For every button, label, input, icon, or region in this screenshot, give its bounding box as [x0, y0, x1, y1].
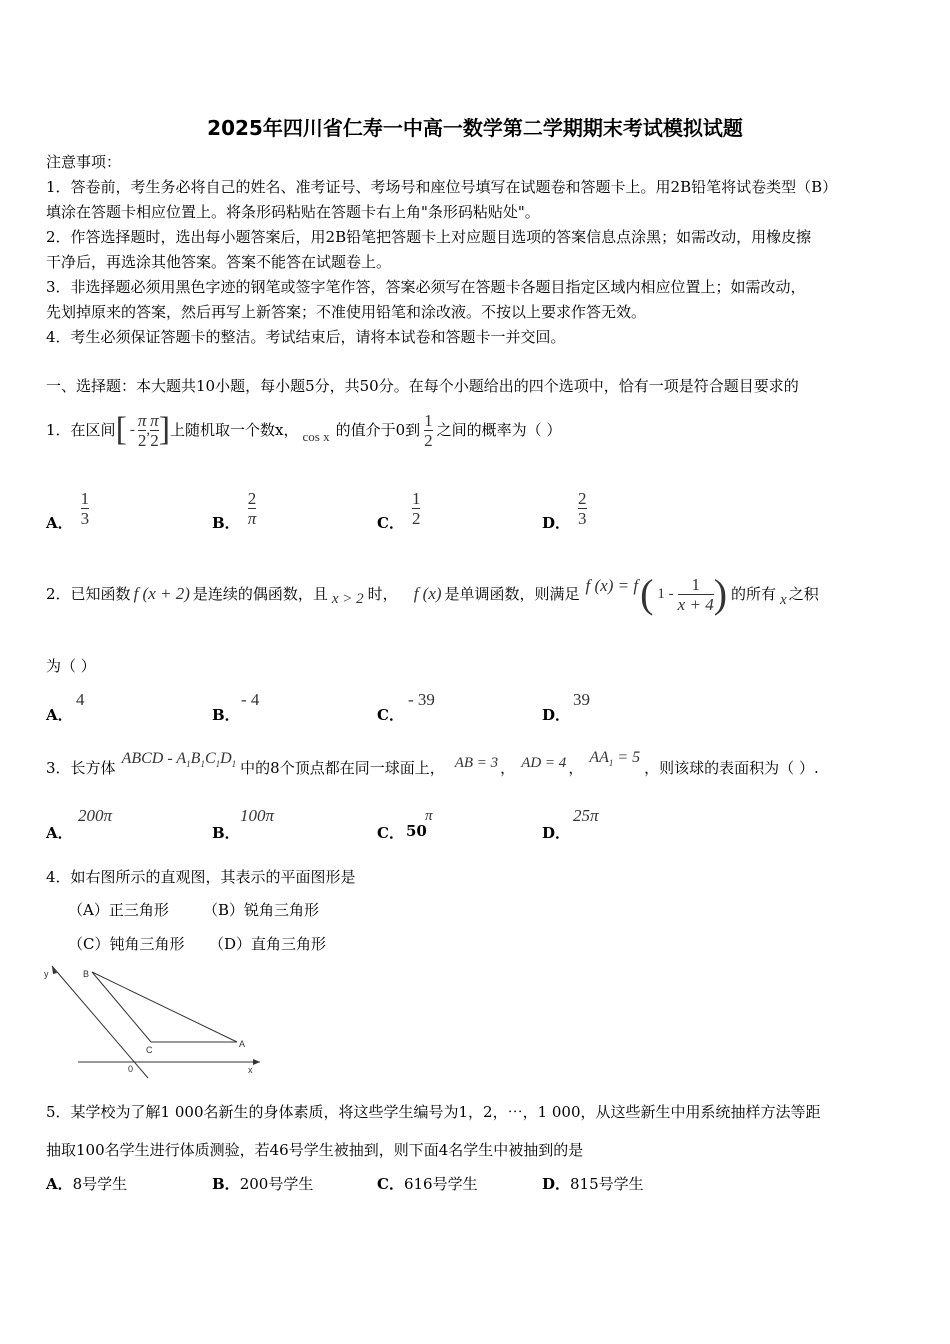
option-value: 815号学生	[570, 1175, 644, 1193]
question-number: 1．	[46, 421, 71, 439]
question-text: 之间的概率为（ ）	[436, 421, 562, 439]
option-label: B．	[212, 706, 240, 724]
segment-ba	[92, 972, 237, 1042]
option-label: C．	[377, 514, 404, 532]
option-a[interactable]	[46, 484, 89, 533]
notice-heading: 注意事项：	[46, 153, 122, 171]
edge-ad: AD = 4	[521, 755, 567, 771]
question-number: 2．	[46, 585, 71, 603]
question-text: 上随机取一个数x，	[170, 421, 299, 439]
function-expression: f (x + 2)	[133, 584, 190, 603]
question-1	[46, 404, 561, 456]
label-x: x	[248, 1065, 253, 1075]
question-text: 已知函数	[70, 585, 131, 603]
option-label: D．	[542, 706, 571, 724]
left-paren: (	[640, 571, 654, 616]
question-text: 的所有	[731, 585, 777, 603]
option-label: B．	[212, 1175, 240, 1193]
equation-one: 1 -	[657, 586, 674, 602]
label-b: B	[83, 969, 90, 979]
edge-ab: AB = 3	[454, 755, 499, 771]
option-label: D．	[542, 1175, 571, 1193]
option-value: $\frac{2}{\pi}$	[247, 489, 257, 528]
condition: x > 2	[331, 591, 364, 607]
notice-line: 1．答卷前，考生务必将自己的姓名、准考证号、考场号和座位号填写在试题卷和答题卡上。用2B铅笔将试卷类型（B）	[46, 178, 838, 196]
question-text: 之积	[788, 585, 819, 603]
label-c: C	[146, 1045, 153, 1055]
left-bracket: [	[115, 411, 127, 448]
option-value: 200π	[78, 806, 113, 825]
page-title: 2025年四川省仁寿一中高一数学第二学期期末考试模拟试题	[207, 116, 743, 140]
question-2	[46, 570, 819, 618]
option-label: C．	[377, 706, 404, 724]
option-d[interactable]: （D）直角三角形	[209, 935, 327, 953]
variable-x: x	[780, 592, 787, 608]
question-4: 4．如右图所示的直观图，其表示的平面图形是	[46, 868, 356, 886]
option-label: D．	[542, 514, 571, 532]
pi-symbol: π	[425, 808, 433, 824]
option-value: 100π	[240, 806, 275, 825]
comma: ，	[500, 759, 516, 777]
option-value: $\frac{2}{3}$	[578, 489, 587, 528]
y-axis-arrow	[52, 966, 57, 974]
option-value: 8号学生	[72, 1175, 128, 1193]
notice-line: 先划掉原来的答案，然后再写上新答案；不准使用铅笔和涂改液。不按以上要求作答无效。	[46, 303, 647, 321]
question-text: 的值介于0到	[335, 421, 421, 439]
notice-line: 填涂在答题卡相应位置上。将条形码粘贴在答题卡右上角"条形码粘贴处"。	[46, 203, 540, 221]
label-y: y	[44, 969, 49, 979]
option-c[interactable]	[377, 1175, 478, 1193]
option-label: A．	[46, 706, 73, 724]
right-paren: )	[713, 571, 728, 616]
notice-line: 4．考生必须保证答题卡的整洁。考试结束后，请将本试卷和答题卡一并交回。	[46, 328, 566, 346]
function-expression: f (x)	[413, 584, 442, 603]
equation-left: f (x) = f	[585, 576, 639, 595]
segment-bc	[92, 972, 151, 1042]
option-label: D．	[542, 824, 571, 842]
option-value: - 4	[241, 690, 260, 709]
solid-name: ABCD - $A_1B_1C_1D_1$	[121, 750, 237, 770]
notice-line: 干净后，再选涂其他答案。答案不能答在试题卷上。	[46, 253, 392, 271]
option-value: 25π	[573, 806, 599, 825]
notice-line: 3．非选择题必须用黑色字迹的钢笔或签字笔作答，答案必须写在答题卡各题目指定区域内相应位置上；如需改动，	[46, 278, 806, 296]
option-value: 616号学生	[403, 1175, 478, 1193]
option-label: B．	[212, 824, 240, 842]
question-text: 中的8个顶点都在同一球面上，	[240, 759, 445, 777]
option-label: C．	[377, 1175, 404, 1193]
option-c[interactable]	[377, 484, 420, 533]
option-b[interactable]: （B）锐角三角形	[203, 901, 320, 919]
option-value: 39	[573, 690, 590, 709]
option-label: A．	[46, 824, 73, 842]
notice-line: 2．作答选择题时，选出每小题答案后，用2B铅笔把答题卡上对应题目选项的答案信息点涂黑；如需改动，用橡皮擦	[46, 228, 812, 246]
question-3	[46, 750, 819, 786]
label-origin: 0	[128, 1064, 134, 1074]
question-5-continued: 抽取100名学生进行体质测验，若46号学生被抽到，则下面4名学生中被抽到的是	[46, 1141, 584, 1159]
fraction-1-over-x-plus-4: $\frac{1}{x + 4}$	[677, 574, 714, 614]
fraction-pi-over-2: $\frac{\pi}{2}$	[150, 410, 159, 450]
question-number: 3．	[46, 759, 71, 777]
question-text: 长方体	[70, 759, 116, 777]
section-heading: 一、选择题：本大题共10小题，每小题5分，共50分。在每个小题给出的四个选项中，恰有一项是符合题目要求的	[46, 377, 799, 395]
option-d[interactable]	[542, 1175, 644, 1193]
question-5: 5．某学校为了解1 000名新生的身体素质，将这些学生编号为1，2，⋯，1 000，从这些新生中用系统抽样方法等距	[46, 1103, 821, 1121]
option-c[interactable]: （C）钝角三角形	[68, 935, 185, 953]
edge-aa1: $AA_1 = 5$	[589, 749, 641, 769]
right-bracket: ]	[158, 411, 171, 448]
question-text-continued: 为（ ）	[46, 657, 96, 675]
option-value: $\frac{1}{2}$	[411, 489, 421, 528]
question-text: 是连续的偶函数，且	[192, 585, 328, 603]
label-a: A	[239, 1039, 246, 1049]
option-value: 4	[76, 690, 85, 709]
option-label: C．	[377, 824, 404, 842]
question-text: 在区间	[70, 421, 116, 439]
option-a[interactable]: （A）正三角形	[68, 901, 169, 919]
option-label: A．	[46, 1175, 73, 1193]
oblique-projection-figure	[40, 962, 270, 1080]
option-label: B．	[212, 514, 240, 532]
question-text: ，则该球的表面积为（ ）.	[644, 759, 819, 777]
option-b[interactable]	[212, 1175, 313, 1193]
fraction-half: $\frac{1}{2}$	[424, 410, 433, 450]
x-axis-arrow	[253, 1059, 260, 1065]
option-value: $\frac{1}{3}$	[80, 489, 90, 528]
option-label: A．	[46, 514, 73, 532]
cos-expression: cos x	[302, 429, 330, 444]
option-value: 200号学生	[239, 1175, 314, 1193]
option-a[interactable]	[46, 1175, 127, 1193]
question-text: 时，	[367, 585, 398, 603]
minus-sign: -	[129, 422, 135, 438]
option-b[interactable]	[212, 484, 256, 533]
comma: ，	[568, 759, 584, 777]
option-d[interactable]	[542, 484, 587, 533]
question-text: 是单调函数，则满足	[444, 585, 580, 603]
option-value: 50	[406, 822, 427, 840]
fraction-pi-over-2: $\frac{\pi}{2}$	[137, 410, 147, 450]
option-value: - 39	[408, 690, 435, 709]
comma: ,	[146, 422, 151, 438]
